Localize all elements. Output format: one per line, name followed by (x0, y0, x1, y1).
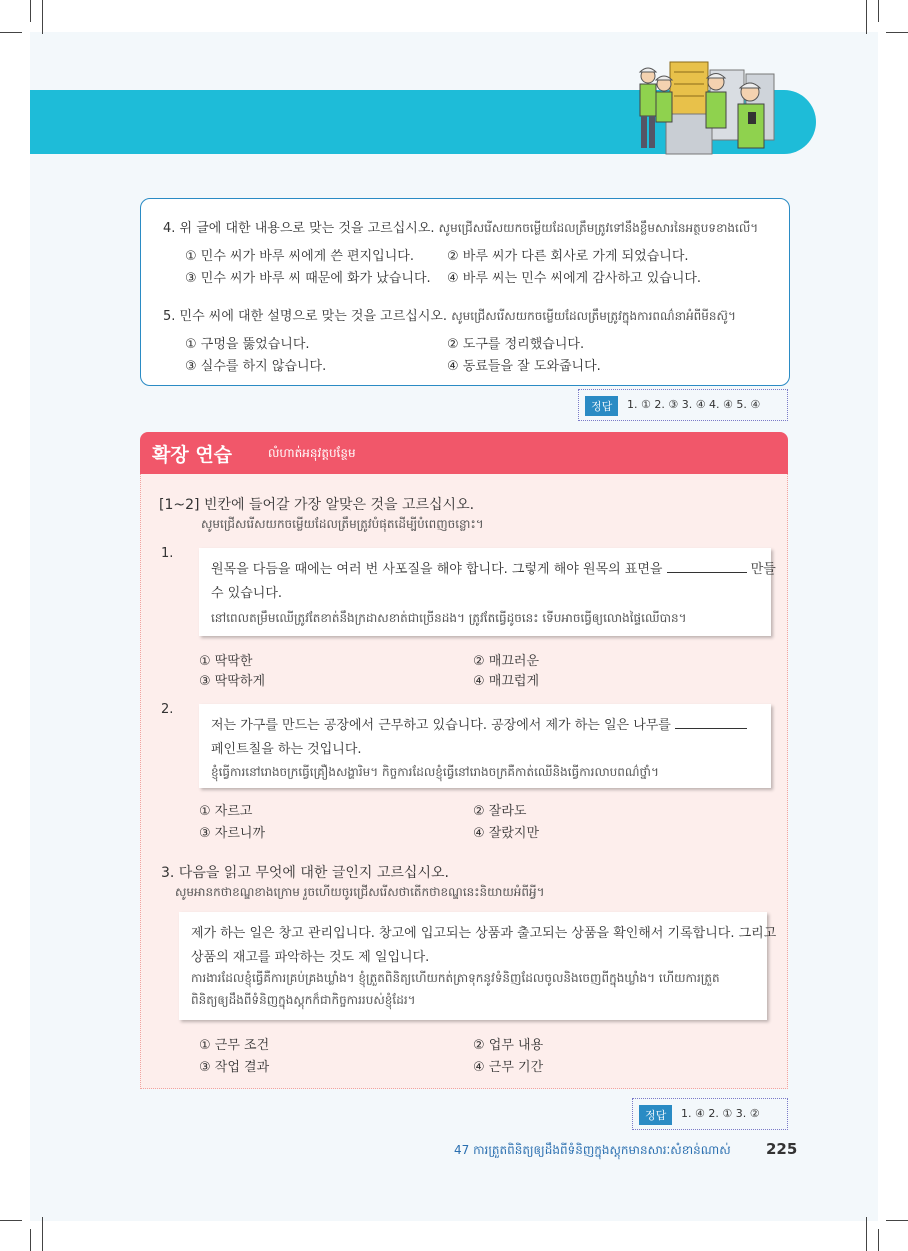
crop-mark (878, 1229, 879, 1251)
exercise-2-number: 2. (161, 702, 174, 717)
q5-stem-line (163, 305, 736, 326)
crop-mark (886, 32, 908, 33)
q5-stem: 5. 민수 씨에 대한 설명으로 맞는 것을 고르십시오. (163, 309, 448, 324)
question-box-4-5 (140, 198, 790, 386)
exercise-3-line-1: 제가 하는 일은 창고 관리입니다. 창고에 입고되는 상품과 출고되는 상품을 확인해서 기록합니다. 그리고 (191, 926, 777, 941)
q4-option-1[interactable]: ① 민수 씨가 바루 씨에게 쓴 편지입니다. (185, 249, 414, 264)
exercise-3-stem-khmer: សូមអានកថាខណ្ឌខាងក្រោម រួចហើយចូរជ្រើសរើសថាតើកថាខណ្ឌនេះនិយាយអំពីអ្វី។ (175, 885, 545, 899)
crop-mark (866, 1217, 867, 1251)
instruction-khmer: សូមជ្រើសរើសយកចម្លើយដែលត្រឹមត្រូវបំផុតដើម្បីបំពេញចន្លោះ។ (201, 517, 484, 531)
extension-header (140, 432, 788, 474)
crop-mark (42, 1217, 43, 1251)
crop-mark (30, 1229, 31, 1251)
e2-option-4[interactable]: ④ 잘랐지만 (473, 826, 540, 841)
exercise-3-card (179, 912, 777, 1020)
answer-text: 1. ① 2. ③ 3. ④ 4. ④ 5. ④ (627, 398, 761, 411)
exercise-1-number: 1. (161, 546, 174, 561)
crop-mark (30, 0, 31, 22)
exercise-1-card (199, 548, 776, 636)
q5-option-2[interactable]: ② 도구를 정리했습니다. (447, 337, 585, 352)
answer-text: 1. ④ 2. ① 3. ② (681, 1107, 760, 1120)
e2-option-3[interactable]: ③ 자르니까 (199, 826, 266, 841)
e2-option-2[interactable]: ② 잘라도 (473, 804, 527, 819)
q4-option-2[interactable]: ② 바루 씨가 다른 회사로 가게 되었습니다. (447, 249, 689, 264)
exercise-1-text-a: 원목을 다듬을 때에는 여러 번 사포질을 해야 합니다. 그렇게 해야 원목의 표면을 (211, 562, 663, 577)
exercise-1-text-b: 만들 (750, 562, 776, 577)
answer-badge: 정답 (639, 1105, 672, 1125)
crop-mark (42, 0, 43, 34)
e1-option-4[interactable]: ④ 매끄럽게 (473, 674, 540, 689)
extension-body (140, 474, 788, 1089)
answer-key-2 (632, 1098, 788, 1130)
crop-mark (0, 32, 22, 33)
answer-key-1 (578, 389, 788, 421)
e2-option-1[interactable]: ① 자르고 (199, 804, 253, 819)
crop-mark (866, 0, 867, 34)
q4-stem-khmer: សូមជ្រើសរើសយកចម្លើយដែលត្រឹមត្រូវទៅនឹងខ្លឹមសារនៃអត្ថបទខាងលើ។ (438, 221, 759, 235)
q5-option-3[interactable]: ③ 실수를 하지 않습니다. (185, 359, 327, 374)
instruction: [1~2] 빈칸에 들어갈 가장 알맞은 것을 고르십시오. (159, 497, 475, 513)
exercise-3-stem: 3. 다음을 읽고 무엇에 대한 글인지 고르십시오. (161, 865, 449, 881)
q4-option-4[interactable]: ④ 바루 씨는 민수 씨에게 감사하고 있습니다. (447, 271, 702, 286)
exercise-1-line-2: 수 있습니다. (211, 586, 283, 601)
exercise-2-card (199, 704, 771, 788)
extension-title: 확장 연습 (152, 444, 233, 466)
exercise-2-line-2: 페인트칠을 하는 것입니다. (211, 742, 362, 757)
exercise-2-khmer: ខ្ញុំធ្វើការនៅរោងចក្រធ្វើគ្រឿងសង្ហារិម។ កិច្ចការដែលខ្ញុំធ្វើនៅរោងចក្រគឺកាត់ឈើនិងធ្វើការលាបពណ៌ថ្នាំ។ (211, 765, 659, 779)
footer-lesson: 47 ការត្រួតពិនិត្យឲ្យដឹងពីទំនិញក្នុងស្តុកមានសារៈសំខាន់ណាស់ (454, 1143, 731, 1157)
e3-option-2[interactable]: ② 업무 내용 (473, 1038, 544, 1053)
page-number: 225 (766, 1140, 798, 1158)
exercise-1-line-1 (211, 558, 776, 577)
crop-mark (886, 1220, 908, 1221)
extension-subtitle: លំហាត់អនុវត្តបន្ថែម (268, 446, 356, 460)
blank-field (675, 716, 747, 729)
q4-option-3[interactable]: ③ 민수 씨가 바루 씨 때문에 화가 났습니다. (185, 271, 431, 286)
e3-option-1[interactable]: ① 근무 조건 (199, 1038, 270, 1053)
q4-stem: 4. 위 글에 대한 내용으로 맞는 것을 고르십시오. (163, 221, 435, 236)
crop-mark (878, 0, 879, 22)
exercise-2-line-1 (211, 714, 747, 733)
q4-stem-line (163, 217, 758, 238)
exercise-3-khmer-1: ការងារដែលខ្ញុំធ្វើគឺការគ្រប់គ្រងឃ្លាំង។ ខ្ញុំត្រួតពិនិត្យហើយកត់ត្រាទុកនូវទំនិញដែលចូលនិងចេញពីក្នុងឃ្លាំង។ ហើយការត្រួត (191, 971, 720, 985)
answer-badge: 정답 (585, 396, 618, 416)
crop-mark (0, 1220, 22, 1221)
workers-illustration (630, 52, 780, 162)
e1-option-1[interactable]: ① 딱딱한 (199, 654, 253, 669)
e3-option-4[interactable]: ④ 근무 기간 (473, 1060, 544, 1075)
e1-option-2[interactable]: ② 매끄러운 (473, 654, 540, 669)
e1-option-3[interactable]: ③ 딱딱하게 (199, 674, 266, 689)
exercise-1-khmer: នៅពេលតម្រឹមឈើត្រូវតែខាត់នឹងក្រដាសខាត់ជាច្រើនដង។ ត្រូវតែធ្វើដូចនេះ ទើបអាចធ្វើឲ្យលោងផ្ទៃឈើបាន។ (211, 611, 687, 625)
q5-option-1[interactable]: ① 구멍을 뚫었습니다. (185, 337, 310, 352)
exercise-3-khmer-2: ពិនិត្យឲ្យដឹងពីទំនិញក្នុងស្តុកក៏ជាកិច្ចការរបស់ខ្ញុំដែរ។ (191, 993, 416, 1007)
q5-stem-khmer: សូមជ្រើសរើសយកចម្លើយដែលត្រឹមត្រូវក្នុងការពណ៌នាអំពីមីនស៊ូ។ (451, 309, 736, 323)
blank-field (667, 560, 747, 573)
q5-option-4[interactable]: ④ 동료들을 잘 도와줍니다. (447, 359, 601, 374)
e3-option-3[interactable]: ③ 작업 결과 (199, 1060, 270, 1075)
exercise-2-text-a: 저는 가구를 만드는 공장에서 근무하고 있습니다. 공장에서 제가 하는 일은 나무를 (211, 718, 671, 733)
exercise-3-line-2: 상품의 재고를 파악하는 것도 제 일입니다. (191, 950, 430, 965)
